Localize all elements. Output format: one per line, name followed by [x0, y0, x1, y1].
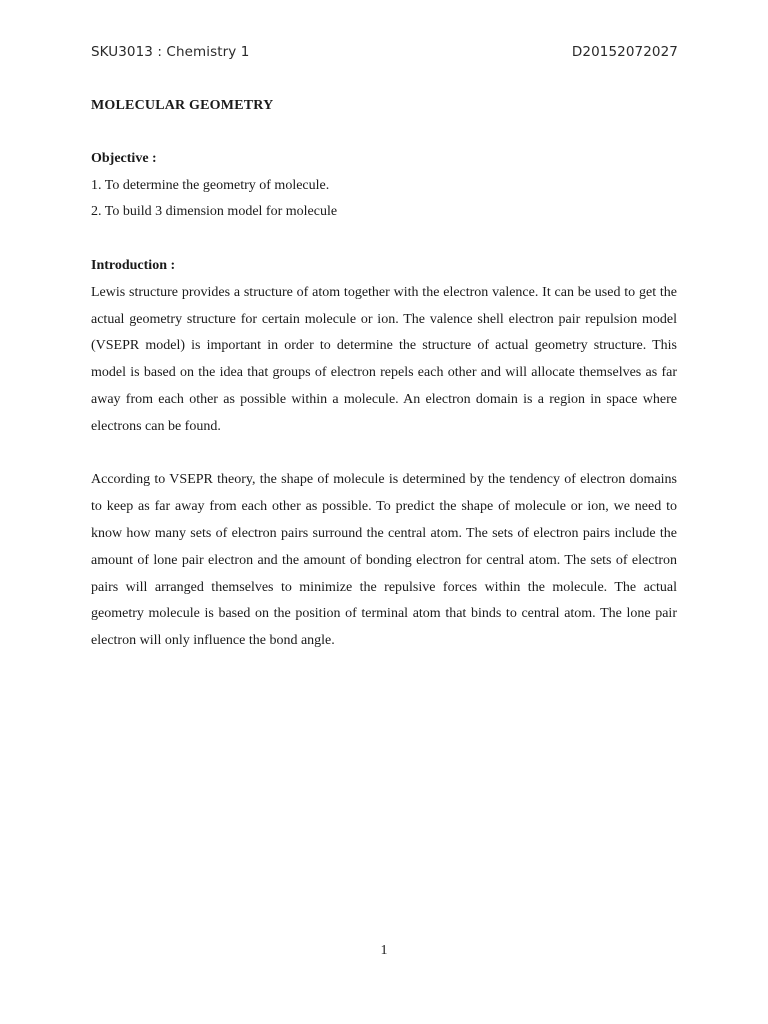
course-code: SKU3013 : Chemistry 1 [91, 44, 250, 60]
document-title: MOLECULAR GEOMETRY [91, 98, 274, 113]
objective-item: 2. To build 3 dimension model for molecule [91, 204, 338, 220]
document-body [91, 93, 677, 655]
spacer [91, 226, 677, 253]
introduction-heading: Introduction : [91, 257, 176, 273]
objective-item: 1. To determine the geometry of molecule. [91, 177, 330, 193]
vsepr-paragraph: According to VSEPR theory, the shape of molecule is determined by the tendency of electron domains to keep as far away from each other as possible. To predict the shape of molecule or ion, we need to know how many sets of electron pairs surround the central atom. The sets of electron pairs include the amount of lone pair electron and the amount of bonding electron for central atom. The sets of electron pairs will arranged themselves to minimize the repulsive forces within the molecule. The actual geometry molecule is based on the position of terminal atom that binds to central atom. The lone pair electron will only influence the bond angle. [91, 472, 677, 649]
introduction-paragraph: Lewis structure provides a structure of atom together with the electron valence. It can be used to get the actual geometry structure for certain molecule or ion. The valence shell electron pair repulsion model (VSEPR model) is important in order to determine the structure of actual geometry structure. This model is based on the idea that groups of electron repels each other and will allocate themselves as far away from each other as possible within a molecule. An electron domain is a region in space where electrons can be found. [91, 284, 677, 434]
page-number: 1 [380, 943, 388, 958]
objective-heading: Objective : [91, 150, 157, 166]
spacer [91, 441, 677, 468]
page-header [91, 44, 678, 60]
student-id: D20152072027 [571, 44, 678, 60]
